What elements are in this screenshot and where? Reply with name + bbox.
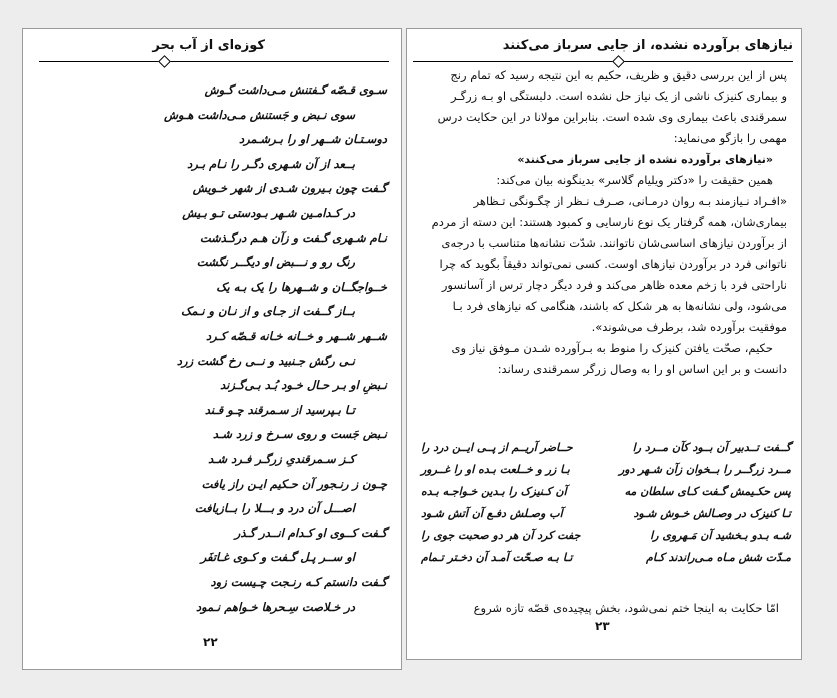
verse-line: در کـدامـین شـهر بـودستی تـو بـیش <box>182 206 355 220</box>
page-header <box>39 37 389 71</box>
hemistich-first: گــفت تــدبیر آن بــود کآن مــرد را <box>632 441 791 454</box>
verse-line: نـبضِ او بـر حـال خـود بُـد بـی‌گـزند <box>220 378 387 393</box>
quote-title: «نیازهای برآورده نشده از جایی سرباز می‌کنند» <box>517 153 773 166</box>
couplet <box>421 525 791 547</box>
verse-line: تـا بـپرسید از سـمرقند چـو قـند <box>204 402 355 417</box>
text-line: مهمی را بازگو می‌نماید: <box>673 131 787 145</box>
page-number: ۲۳ <box>595 619 610 633</box>
text-line: دانست و بر این اساس او را به وصال زرگر سمرقندی رساند: <box>497 362 787 376</box>
text-line: پس از این بررسی دقیق و ظریف، حکیم به این نتیجه رسید که تمام رنج <box>450 68 787 82</box>
hemistich-first: مــرد زرگــر را بــخوان زآن شـهر دور <box>619 463 791 476</box>
hemistich-second: حــاضر آریــم از پــی ایــن درد را <box>421 441 573 454</box>
verse-line: گـفت کــوی او کـدام انــدر گـذر <box>234 525 387 540</box>
header-rule <box>413 61 793 62</box>
text-line: حکیم، صحّت یافتن کنیزک را منوط به بـرآورده شـدن مـوفق نیاز وی <box>451 341 773 355</box>
verse-line: دوسـتـان شــهر او را بـرشـمرد <box>238 132 387 147</box>
hemistich-second: تـا بـه صـحّت آمـد آن دخـتر تـمام <box>421 551 573 564</box>
header-rule <box>39 61 389 62</box>
verse-line: بــاز گــفت از جـای و از نـان و نـمک <box>181 304 355 319</box>
verse-line: شــهر شــهر و خــانه خـانه قـصّه کـرد <box>206 329 387 343</box>
verse-line: خــواجگــان و شــهرها را یک بـه یک <box>216 279 387 294</box>
chapter-title: کوزه‌ای از آب بحر <box>152 38 265 53</box>
hemistich-second: آب وصـلش دفـع آن آتش شـود <box>421 507 563 520</box>
quote-line: بیماری‌شان، همه گرفتار یک نوع نارسایی و کمبود هستند: این دسته از مردم <box>431 215 787 229</box>
verse-line: او ســر پـل گـفت و کـوی غـاتفَر <box>200 550 355 565</box>
verse-line: نـام شـهری گـفت و زآن هـم درگـذشت <box>199 230 387 245</box>
verse-line: بــعد از آن شـهری دگـر را نـام بـرد <box>187 156 355 171</box>
text-line: سمرقندی باعث بیماری وی شده است. بنابراین مولانا در این حکایت درس <box>437 110 787 124</box>
verse-line: گـفت چون بـیرون شـدی از شهر خـویش <box>192 181 387 196</box>
quote-line: ناتوانی فرد در برآوردن نیازهای اوست. کسی نمی‌تواند دقیقاً بگوید که چرا <box>439 257 787 271</box>
quote-line: می‌شود، ولی نشانه‌ها به هر شکل که باشند، هنگامی که نیازهای فرد بـا <box>452 299 787 313</box>
hemistich-second: بـا زر و خــلعت بـده او را غــرور <box>421 463 570 476</box>
page-number: ۲۲ <box>203 635 218 649</box>
hemistich-second: جفت کرد آن هر دو صحبت جوی را <box>421 529 581 542</box>
verse-line: رنگ رو و نـــبض او دیگــر نگشت <box>196 255 355 270</box>
text-line: و بیماری کنیزک ناشی از یک نیاز حل نشده است. دلبستگی او بـه زرگـر <box>450 89 787 103</box>
verse-line: در خـلاصت سِـحرها خـواهم نـمود <box>195 599 355 614</box>
quote-line: «افـراد نـیازمند بـه روان درمـانی، صـرف نـظر از چگـونگی تـظاهر <box>473 194 787 208</box>
hemistich-first: شـه بـدو بـخشید آن مَـهروی را <box>650 529 791 542</box>
left-page <box>22 28 402 670</box>
verse-line: نـی رگش جـنبید و نــی رخ گشت زرد <box>176 353 355 368</box>
diamond-ornament-icon <box>158 55 171 68</box>
couplet <box>421 437 791 459</box>
hemistich-first: پس حکـیمش گـفت کـای سلطان مه <box>624 485 791 498</box>
verse-line: نـبض جَست و روی سـرخ و زرد شـد <box>212 427 387 442</box>
closing-line: امّا حکایت به اینجا ختم نمی‌شود، بخش پیچیده‌ی قصّه تازه شروع <box>473 601 779 615</box>
verse-line: گـفت دانستم کـه رنـجت چـیست زود <box>210 575 387 589</box>
verse-line: چـون ز رنـجور آن حـکیم ایـن راز یافت <box>201 476 387 491</box>
hemistich-first: تـا کنیزک در وصـالش خـوش شـود <box>633 507 791 520</box>
quote-line: از برآوردن نیازهای اساسی‌شان ناتوانند. شدّت نشانه‌ها متناسب با درجه‌ی <box>441 236 787 250</box>
hemistich-first: مـدّت شش مـاه مـی‌راندند کـام <box>646 551 791 564</box>
couplet <box>421 547 791 569</box>
verse-line: سوی نـبض و جَستنش مـی‌داشت هـوش <box>163 107 355 122</box>
quote-line: ناراحتی فرد با زخم معده ظاهر می‌کند و فرد دیگر دچار ترس از آسانسور <box>441 278 787 292</box>
verse-line: اصـــل آن درد و بـــلا را بــازیافت <box>194 501 355 516</box>
couplet <box>421 459 791 481</box>
poem-block <box>421 437 791 569</box>
couplet <box>421 503 791 525</box>
chapter-title: نیازهای برآورده نشده، از جایی سرباز می‌کنند <box>502 38 793 53</box>
body-text <box>421 65 787 380</box>
verse-line: کـز سـمرقندیِ زرگـر فـرد شـد <box>208 452 355 466</box>
couplet <box>421 481 791 503</box>
quote-intro: همین حقیقت را «دکتر ویلیام گلاسر» بدینگونه بیان می‌کند: <box>496 173 773 187</box>
verse-line: سـوی قـصّه گـفتنش مـی‌داشت گـوش <box>204 83 387 97</box>
hemistich-second: آن کـنیزک را بـدین خـواجـه بـده <box>421 485 567 498</box>
quote-line: موفقیت برآورده شد، برطرف می‌شوند». <box>591 320 787 334</box>
right-page <box>406 28 802 660</box>
